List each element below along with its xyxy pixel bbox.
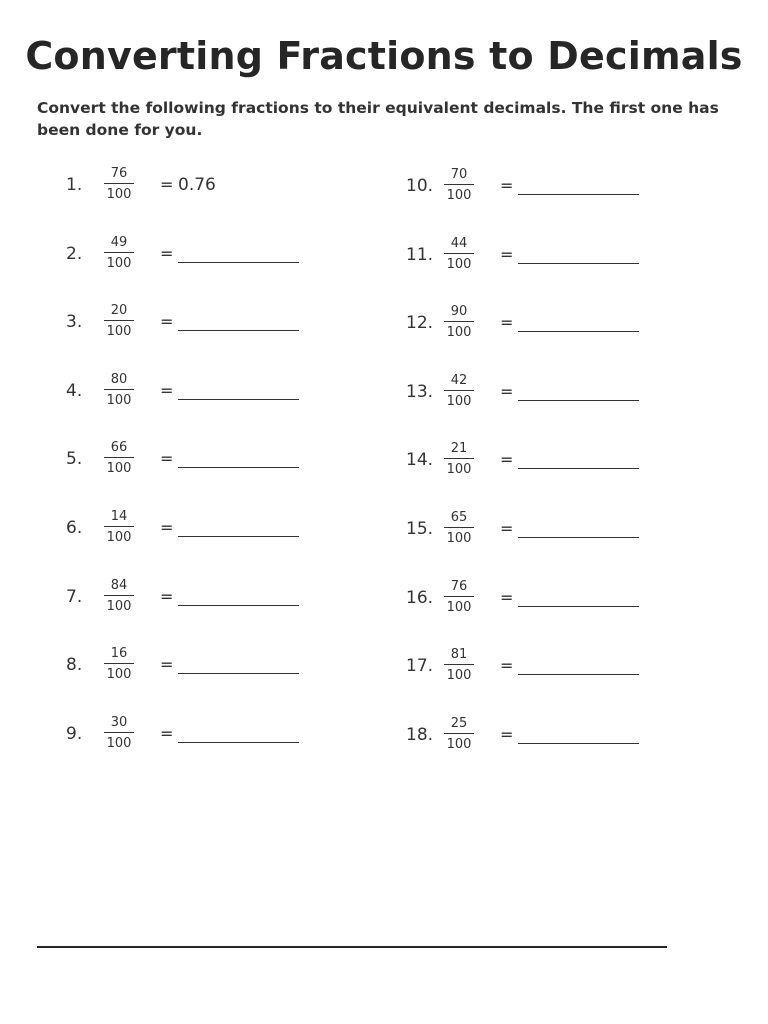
- fraction-denominator: 100: [446, 668, 472, 684]
- question-row: [406, 166, 746, 212]
- equals-sign: =: [500, 313, 514, 333]
- equals-sign: =: [160, 655, 174, 675]
- page-title: Converting Fractions to Decimals: [25, 34, 743, 78]
- question-row: [66, 508, 406, 554]
- fraction-numerator: 42: [444, 372, 474, 391]
- fraction: [444, 166, 474, 205]
- question-row: [406, 646, 746, 692]
- fraction-numerator: 84: [104, 577, 134, 596]
- question-number: 7.: [66, 586, 83, 607]
- answer-blank-line[interactable]: [518, 537, 639, 538]
- equals-sign: =: [500, 381, 514, 401]
- fraction-denominator: 100: [446, 599, 472, 615]
- answer-blank-line[interactable]: [178, 536, 299, 537]
- equals-sign: =: [160, 175, 174, 194]
- question-number: 9.: [66, 723, 83, 744]
- equals-sign: =: [160, 449, 174, 469]
- fraction: [444, 715, 474, 754]
- question-number: 16.: [406, 587, 434, 608]
- answer-blank-line[interactable]: [178, 399, 299, 400]
- fraction-numerator: 76: [444, 578, 474, 597]
- question-row: [66, 577, 406, 623]
- question-row: [66, 165, 406, 211]
- question-row: [66, 371, 406, 417]
- fraction-numerator: 25: [444, 715, 474, 734]
- fraction-numerator: 80: [104, 371, 134, 390]
- question-number: 2.: [66, 243, 83, 264]
- fraction: [104, 439, 134, 478]
- question-row: [406, 235, 746, 281]
- answer-blank-line[interactable]: [518, 606, 639, 607]
- fraction: [104, 165, 134, 204]
- fraction-denominator: 100: [106, 735, 132, 751]
- fraction: [104, 302, 134, 341]
- fraction-denominator: 100: [106, 667, 132, 683]
- question-number: 11.: [406, 244, 434, 265]
- fraction: [444, 303, 474, 342]
- question-row: [66, 714, 406, 760]
- question-number: 13.: [406, 381, 434, 402]
- equals-sign: =: [160, 243, 174, 263]
- fraction: [104, 508, 134, 547]
- answer-blank-line[interactable]: [178, 262, 299, 263]
- fraction: [444, 578, 474, 617]
- question-row: [406, 303, 746, 349]
- equals-sign: =: [500, 450, 514, 470]
- answer-blank-line[interactable]: [518, 674, 639, 675]
- question-row: [406, 372, 746, 418]
- fraction-denominator: 100: [446, 256, 472, 272]
- question-row: [406, 509, 746, 555]
- question-row: [406, 578, 746, 624]
- answer-blank-line[interactable]: [178, 330, 299, 331]
- answer-blank-line[interactable]: [518, 468, 639, 469]
- fraction-denominator: 100: [446, 736, 472, 752]
- question-row: [66, 645, 406, 691]
- answer-blank-line[interactable]: [518, 263, 639, 264]
- fraction: [444, 646, 474, 685]
- fraction: [444, 372, 474, 411]
- question-number: 8.: [66, 655, 83, 676]
- question-row: [406, 715, 746, 761]
- question-row: [66, 302, 406, 348]
- fraction-denominator: 100: [106, 461, 132, 477]
- question-number: 14.: [406, 450, 434, 471]
- question-number: 18.: [406, 724, 434, 745]
- question-number: 10.: [406, 176, 434, 196]
- fraction-denominator: 100: [106, 530, 132, 545]
- fraction: [104, 645, 134, 684]
- answer-blank-line[interactable]: [518, 400, 639, 401]
- equals-sign: =: [500, 176, 514, 195]
- question-number: 1.: [66, 175, 83, 195]
- fraction: [104, 371, 134, 410]
- instructions-text: Convert the following fractions to their equivalent decimals. The first one has been done for you.: [37, 99, 719, 139]
- fraction-numerator: 44: [444, 235, 474, 254]
- answer-blank-line[interactable]: [178, 742, 299, 743]
- questions-column-left: [66, 165, 406, 785]
- question-row: [66, 234, 406, 280]
- answer-blank-line[interactable]: [518, 194, 639, 195]
- fraction: [444, 509, 474, 548]
- fraction-denominator: 100: [446, 462, 472, 478]
- fraction-denominator: 100: [106, 255, 132, 271]
- question-number: 3.: [66, 312, 83, 333]
- fraction: [444, 235, 474, 274]
- fraction: [104, 714, 134, 753]
- answer-blank-line[interactable]: [178, 673, 299, 674]
- question-number: 15.: [406, 519, 434, 539]
- fraction-numerator: 70: [444, 166, 474, 185]
- fraction-denominator: 100: [106, 187, 132, 202]
- equals-sign: =: [160, 723, 174, 743]
- question-number: 6.: [66, 518, 83, 538]
- equals-sign: =: [500, 724, 514, 744]
- fraction-denominator: 100: [446, 325, 472, 341]
- equals-sign: =: [160, 586, 174, 606]
- questions-column-right: [406, 165, 746, 785]
- fraction-numerator: 16: [104, 645, 134, 664]
- fraction-numerator: 20: [104, 302, 134, 321]
- fraction-numerator: 49: [104, 234, 134, 253]
- equals-sign: =: [160, 380, 174, 400]
- answer-blank-line[interactable]: [518, 743, 639, 744]
- fraction-numerator: 30: [104, 714, 134, 733]
- question-number: 4.: [66, 380, 83, 401]
- question-number: 17.: [406, 656, 434, 677]
- footer-divider: [37, 946, 667, 948]
- fraction: [104, 577, 134, 616]
- fraction-denominator: 100: [106, 324, 132, 340]
- question-row: [406, 440, 746, 486]
- fraction-numerator: 76: [104, 165, 134, 184]
- equals-sign: =: [160, 518, 174, 537]
- fraction: [104, 234, 134, 273]
- answer-blank-line[interactable]: [518, 331, 639, 332]
- equals-sign: =: [500, 656, 514, 676]
- answer-example: 0.76: [178, 175, 216, 195]
- fraction-denominator: 100: [446, 393, 472, 409]
- fraction-denominator: 100: [446, 188, 472, 203]
- answer-blank-line[interactable]: [178, 605, 299, 606]
- question-number: 12.: [406, 313, 434, 334]
- fraction-numerator: 14: [104, 508, 134, 527]
- equals-sign: =: [500, 519, 514, 538]
- fraction-numerator: 66: [104, 439, 134, 458]
- fraction-denominator: 100: [106, 392, 132, 408]
- fraction-numerator: 81: [444, 646, 474, 665]
- fraction-denominator: 100: [106, 598, 132, 614]
- equals-sign: =: [500, 244, 514, 264]
- question-row: [66, 439, 406, 485]
- question-number: 5.: [66, 449, 83, 470]
- fraction-denominator: 100: [446, 531, 472, 546]
- fraction-numerator: 21: [444, 440, 474, 459]
- fraction-numerator: 65: [444, 509, 474, 528]
- fraction-numerator: 90: [444, 303, 474, 322]
- fraction: [444, 440, 474, 479]
- answer-blank-line[interactable]: [178, 467, 299, 468]
- equals-sign: =: [160, 312, 174, 332]
- equals-sign: =: [500, 587, 514, 607]
